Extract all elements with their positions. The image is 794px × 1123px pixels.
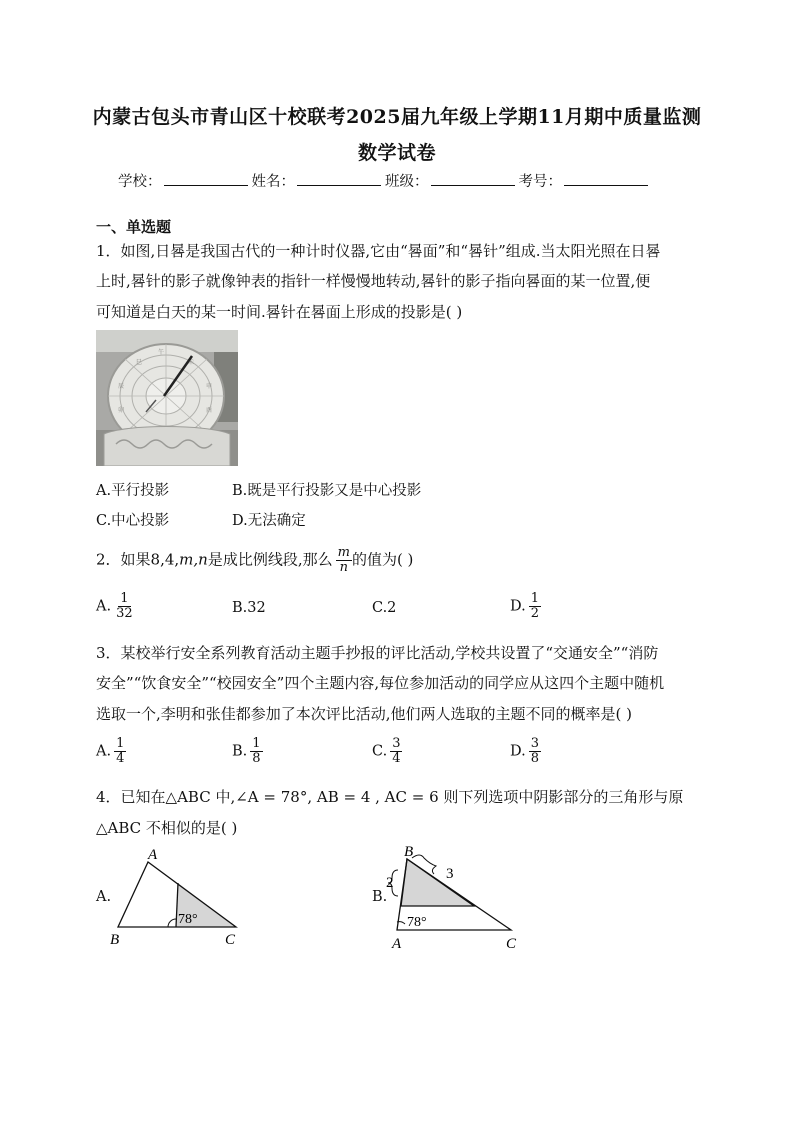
section-title: 一、单选题 [96,218,172,236]
svg-text:酉: 酉 [206,408,213,414]
fig-b-vertex-c: C [506,936,517,952]
q1-option-a[interactable]: A.平行投影 [96,483,170,499]
q1-line-1: 1．如图,日晷是我国古代的一种计时仪器,它由“晷面”和“晷针”组成.当太阳光照在日晷 [96,242,661,260]
q3-line-3: 选取一个,李明和张佳都参加了本次评比活动,他们两人选取的主题不同的概率是( ) [96,705,633,723]
q2-stem-vars: m,n [179,550,208,569]
q4-figure-a[interactable] [108,846,248,950]
fig-b-side-ab: 2 [386,875,394,891]
q3-line-1: 3．某校举行安全系列教育活动主题手抄报的评比活动,学校共设置了“交通安全”“消防 [96,644,659,662]
fig-b-side-bc: 3 [446,866,454,882]
class-field[interactable] [431,170,515,186]
fig-b-vertex-b: B [404,844,414,860]
class-label: 班级： [385,174,429,190]
q3-option-d[interactable]: D. $\frac{3}{8}$ [510,736,539,766]
q2-stem-middle: 是成比例线段,那么 [207,550,333,569]
exam-number-field[interactable] [564,170,648,186]
school-field[interactable] [164,170,248,186]
svg-text:未: 未 [188,360,195,366]
q4-line-1: 4．已知在△ABC 中,∠A = 78°, AB = 4 , AC = 6 则下列选项中阴影部分的三角形与原 [96,788,684,806]
q3-line-2: 安全”“饮食安全”“校园安全”四个主题内容,每位参加活动的同学应从这四个主题中随机 [96,674,665,692]
q2-option-d[interactable]: D. $\frac{1}{2}$ [510,591,539,621]
q2-fraction: $\frac{m}{n}$ [337,545,350,575]
q1-line-3: 可知道是白天的某一时间.晷针在晷面上形成的投影是( ) [96,303,463,321]
sundial-image [96,330,238,466]
fig-a-vertex-c: C [225,932,236,948]
q3-option-c[interactable]: C. $\frac{3}{4}$ [372,736,401,766]
q2-option-c[interactable]: C.2 [372,600,397,616]
q4-line-2: △ABC 不相似的是( ) [96,819,238,837]
q2-option-b[interactable]: B.32 [232,600,266,616]
school-label: 学校： [118,174,162,190]
exam-number-label: 考号： [518,174,562,190]
svg-text:巳: 巳 [136,360,143,366]
svg-text:卯: 卯 [118,408,125,414]
q4-option-a-label[interactable]: A. [96,889,112,905]
q1-option-b[interactable]: B.既是平行投影又是中心投影 [232,483,422,499]
exam-title: 内蒙古包头市青山区十校联考2025届九年级上学期11月期中质量监测 [92,106,702,128]
fig-b-angle: 78° [407,915,427,930]
q2-stem [96,546,413,575]
fig-a-vertex-a: A [148,847,158,863]
q2-stem-prefix: 2．如果8,4, [96,550,180,569]
q4-option-b-label[interactable]: B. [372,889,388,905]
svg-text:申: 申 [206,384,213,390]
q1-line-2: 上时,晷针的影子就像钟表的指针一样慢慢地转动,晷针的影子指向晷面的某一位置,便 [96,272,651,290]
fig-b-vertex-a: A [392,936,402,952]
q1-option-d[interactable]: D.无法确定 [232,513,306,529]
svg-text:午: 午 [158,350,165,356]
q2-stem-suffix: 的值为( ) [351,550,414,569]
name-field[interactable] [297,170,381,186]
q1-option-c[interactable]: C.中心投影 [96,513,170,529]
q3-option-b[interactable]: B. $\frac{1}{8}$ [232,736,261,766]
q2-option-a[interactable]: A. $\frac{1}{32}$ [96,591,133,621]
q3-option-a[interactable]: A. $\frac{1}{4}$ [96,736,125,766]
q4-figure-b[interactable] [386,840,526,954]
name-label: 姓名： [251,174,295,190]
fig-a-angle: 78° [178,912,198,927]
svg-text:辰: 辰 [118,384,125,390]
exam-subtitle: 数学试卷 [357,142,436,164]
student-info-row [118,170,652,191]
fig-a-vertex-b: B [110,932,120,948]
